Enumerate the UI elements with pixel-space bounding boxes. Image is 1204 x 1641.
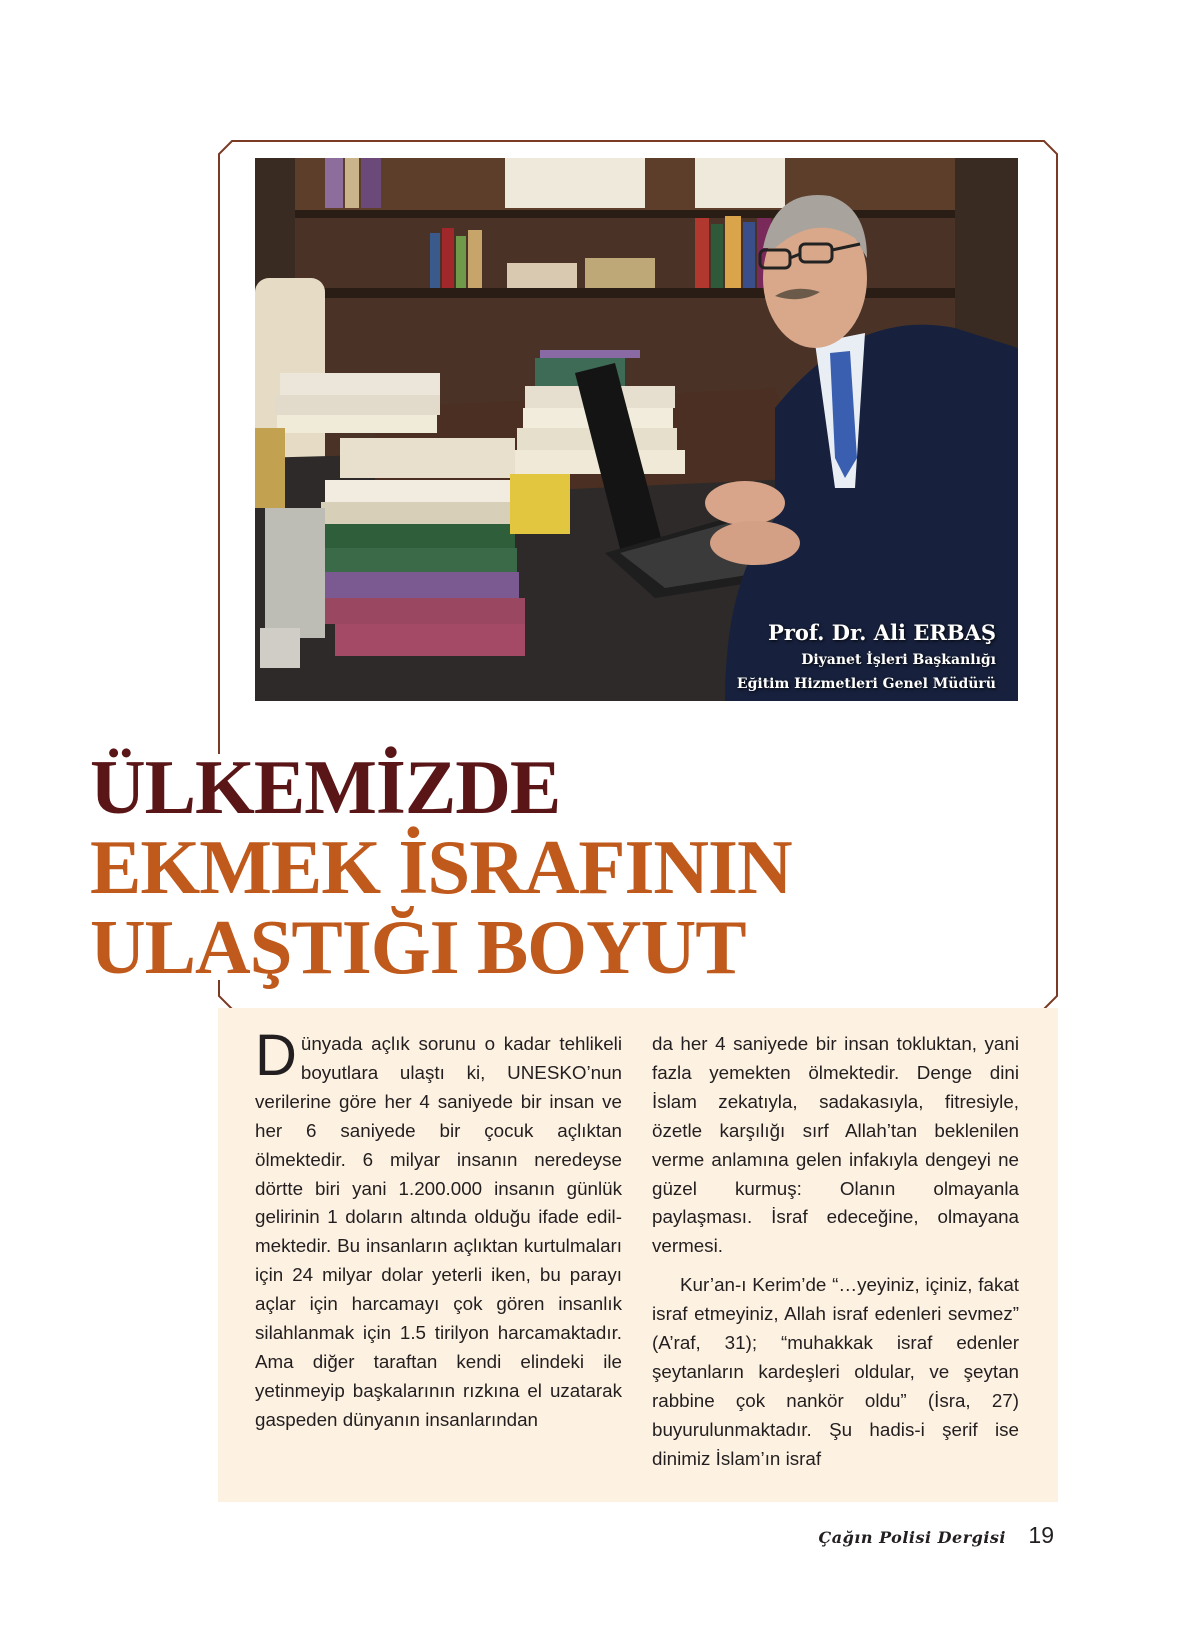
author-photo bbox=[255, 158, 1018, 701]
article-column-left bbox=[255, 1023, 622, 1435]
photo-caption-organization: Diyanet İşleri Başkanlığı bbox=[801, 652, 996, 668]
page-number: 19 bbox=[1028, 1522, 1054, 1548]
article-column-right bbox=[652, 1030, 1019, 1474]
drop-cap: D bbox=[255, 1023, 297, 1088]
headline-line-2: EKMEK İSRAFININ bbox=[90, 824, 792, 910]
article-paragraph: Kur’an-ı Kerim’de “…yeyiniz, içiniz, fakat israf etmeyiniz, Allah israf edenleri sevmez” (A’raf, 31); “muhakkak israf edenler şeytanların kardeşleri oldular, ve şeytan rabbine çok nankör oldu” (İsra, 27) buyurulunmaktadır. Şu hadis-i şerif ise dinimiz İslam’ın israf bbox=[652, 1274, 1019, 1469]
article-paragraph-text: ünyada açlık sorunu o kadar tehlikeli boyutlara ulaştı ki, UNESKO’nun verilerine göre her 4 saniyede bir insan ve her 6 saniyede bir çocuk açlıktan ölmektedir. 6 milyar insanın neredeyse dörtte biri yani 1.200.000 insanın günlük gelirinin 1 doların altında olduğu ifade edilmektedir. Bu insanların açlıktan kurtulmaları için 24 milyar dolar yeterli iken, bu parayı açlar için harcamayı çok gören insanlık silahlanmak için 1.5 tirilyon harcamaktadır. Ama diğer taraftan kendi elindeki ile yetinmeyip başkalarının rızkına el uzatarak gaspeden dünyanın insanlarından bbox=[255, 1033, 622, 1430]
photo-caption-name: Prof. Dr. Ali ERBAŞ bbox=[768, 620, 996, 645]
headline-line-1: ÜLKEMİZDE bbox=[90, 744, 561, 830]
article-paragraph: da her 4 saniyede bir insan tokluktan, yani fazla yemekten ölmektedir. Denge dini İslam zekatıyla, sadakasıyla, fitresiyle, özetle karşılığı sırf Allah’tan beklenilen verme anlamına gelen infakıyla dengeyi ne güzel kurmuş: Olanın olmayanla paylaşması. İsraf edeceğine, olmayana vermesi. bbox=[652, 1033, 1019, 1257]
headline-line-3: ULAŞTIĞI BOYUT bbox=[90, 904, 746, 990]
photo-caption-department: Eğitim Hizmetleri Genel Müdürü bbox=[736, 676, 996, 692]
article-paragraph bbox=[255, 1023, 622, 1435]
magazine-name: Çağın Polisi Dergisi bbox=[818, 1528, 1006, 1547]
